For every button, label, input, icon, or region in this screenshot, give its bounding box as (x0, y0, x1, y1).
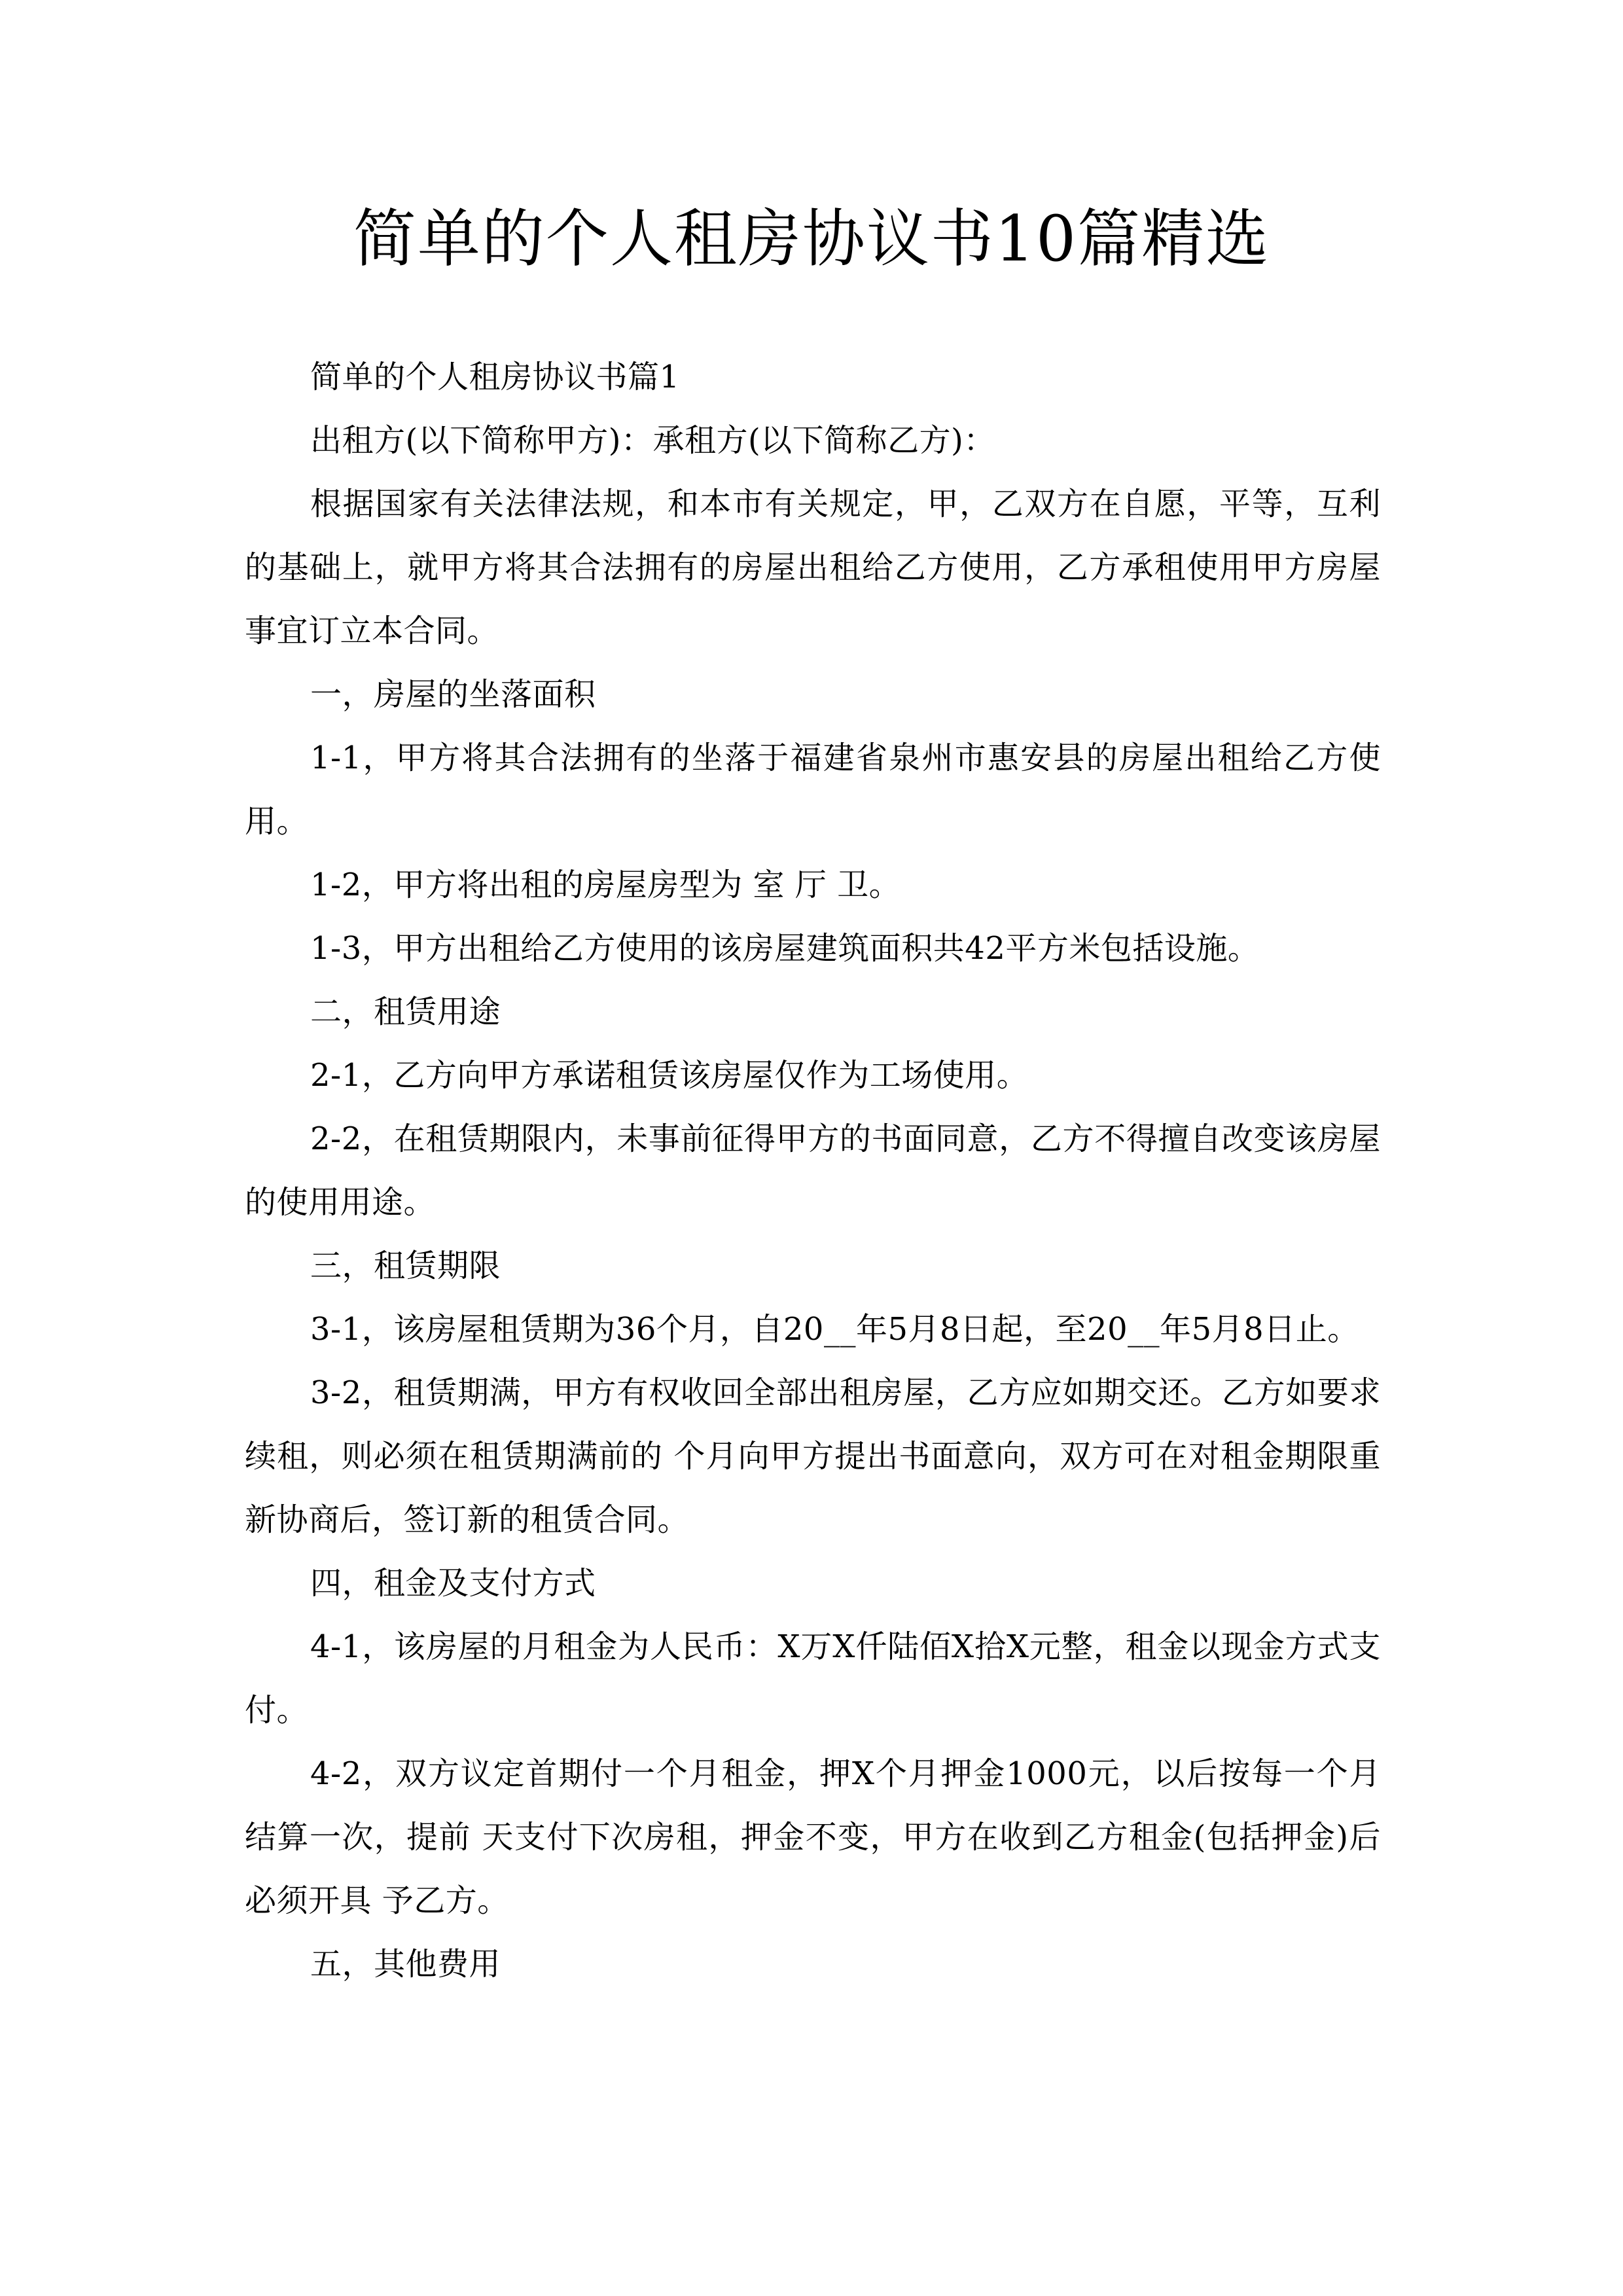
clause-heading: 二，租赁用途 (310, 994, 501, 1030)
clause-paragraph: 4-1，该房屋的月租金为人民币：X万X仟陆佰X拾X元整，租金以现金方式支付。 (245, 1628, 1381, 1729)
clause-paragraph: 2-2，在租赁期限内，未事前征得甲方的书面同意，乙方不得擅自改变该房屋的使用用途。 (245, 1121, 1381, 1221)
parties-line: 出租方(以下简称甲方)：承租方(以下简称乙方)： (310, 422, 995, 459)
document-body (245, 346, 1381, 1996)
clause-heading: 一，房屋的坐落面积 (310, 676, 596, 713)
clause-paragraph: 1-1，甲方将其合法拥有的坐落于福建省泉州市惠安县的房屋出租给乙方使用。 (245, 740, 1381, 840)
clause-heading: 五，其他费用 (310, 1946, 501, 1982)
clause-heading: 四，租金及支付方式 (310, 1565, 596, 1602)
clause-paragraph: 3-2，租赁期满，甲方有权收回全部出租房屋，乙方应如期交还。乙方如要求续租，则必须在租赁期满前的 个月向甲方提出书面意向，双方可在对租金期限重新协商后，签订新的租赁合同。 (245, 1374, 1381, 1538)
preamble-paragraph: 根据国家有关法律法规，和本市有关规定，甲，乙双方在自愿，平等，互利的基础上，就甲方将其合法拥有的房屋出租给乙方使用，乙方承租使用甲方房屋事宜订立本合同。 (245, 486, 1381, 649)
document-title: 简单的个人租房协议书10篇精选 (353, 202, 1270, 276)
clause-paragraph: 2-1，乙方向甲方承诺租赁该房屋仅作为工场使用。 (310, 1057, 1029, 1094)
clause-paragraph: 4-2，双方议定首期付一个月租金，押X个月押金1000元，以后按每一个月结算一次，提前 天支付下次房租，押金不变，甲方在收到乙方租金(包括押金)后必须开具 予乙方。 (245, 1755, 1381, 1919)
clause-paragraph: 1-2，甲方将出租的房屋房型为 室 厅 卫。 (310, 867, 901, 903)
clause-heading: 三，租赁期限 (310, 1247, 501, 1284)
section-heading: 简单的个人租房协议书篇1 (310, 359, 680, 395)
clause-paragraph: 1-3，甲方出租给乙方使用的该房屋建筑面积共42平方米包括设施。 (310, 930, 1260, 967)
clause-paragraph: 3-1，该房屋租赁期为36个月，自20__年5月8日起，至20__年5月8日止。 (310, 1311, 1359, 1348)
